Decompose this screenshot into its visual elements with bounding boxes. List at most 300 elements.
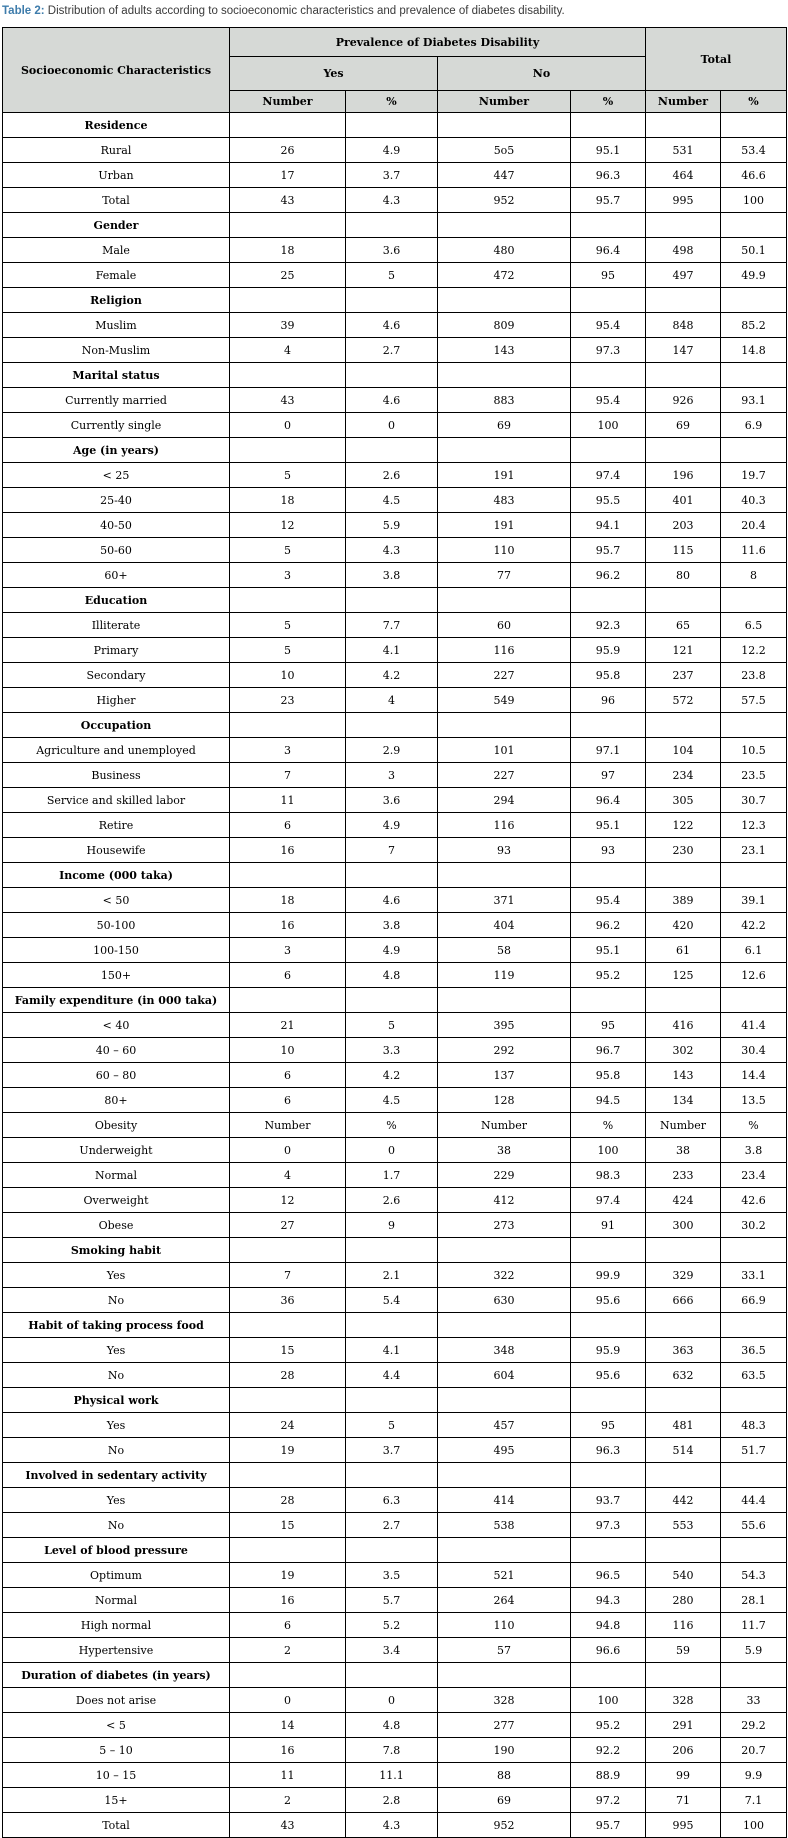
row-cell: 2: [230, 1638, 346, 1663]
row-cell: 19: [230, 1563, 346, 1588]
row-cell: 604: [438, 1363, 571, 1388]
row-cell: 97.4: [571, 463, 646, 488]
table-row: [3, 613, 787, 638]
row-cell: 23.5: [721, 763, 787, 788]
section-row: [3, 213, 787, 238]
row-cell: 4: [230, 1163, 346, 1188]
row-label: Secondary: [3, 663, 230, 688]
row-cell: 0: [230, 413, 346, 438]
row-cell: [646, 713, 721, 738]
section-row: [3, 1238, 787, 1263]
row-cell: 10: [230, 663, 346, 688]
row-cell: [438, 1313, 571, 1338]
row-label: 40-50: [3, 513, 230, 538]
row-cell: [721, 1463, 787, 1488]
row-cell: 12: [230, 1188, 346, 1213]
table-row: [3, 538, 787, 563]
row-cell: 43: [230, 1813, 346, 1838]
row-cell: 2.1: [346, 1263, 438, 1288]
row-cell: 4: [230, 338, 346, 363]
table-row: [3, 1488, 787, 1513]
row-cell: [230, 288, 346, 313]
row-cell: 147: [646, 338, 721, 363]
row-cell: 5: [230, 613, 346, 638]
row-cell: 16: [230, 1738, 346, 1763]
row-cell: 264: [438, 1588, 571, 1613]
row-cell: 191: [438, 513, 571, 538]
row-cell: [721, 438, 787, 463]
row-cell: 19.7: [721, 463, 787, 488]
table-row: [3, 1013, 787, 1038]
row-cell: 95: [571, 1013, 646, 1038]
row-label: Total: [3, 1813, 230, 1838]
row-cell: [646, 438, 721, 463]
header-yes-number: Number: [230, 91, 346, 113]
row-label: Education: [3, 588, 230, 613]
row-cell: 464: [646, 163, 721, 188]
row-cell: 59: [646, 1638, 721, 1663]
row-cell: 926: [646, 388, 721, 413]
row-label: 50-60: [3, 538, 230, 563]
row-cell: [346, 213, 438, 238]
row-label: High normal: [3, 1613, 230, 1638]
row-cell: 116: [438, 638, 571, 663]
row-cell: 42.6: [721, 1188, 787, 1213]
row-cell: 95.1: [571, 138, 646, 163]
row-cell: 20.4: [721, 513, 787, 538]
row-cell: 15: [230, 1338, 346, 1363]
row-cell: 420: [646, 913, 721, 938]
row-cell: Number: [646, 1113, 721, 1138]
row-cell: 495: [438, 1438, 571, 1463]
row-label: No: [3, 1438, 230, 1463]
row-label: Optimum: [3, 1563, 230, 1588]
row-cell: 4.6: [346, 888, 438, 913]
row-cell: 553: [646, 1513, 721, 1538]
row-label: Hypertensive: [3, 1638, 230, 1663]
row-cell: 416: [646, 1013, 721, 1038]
row-cell: [571, 288, 646, 313]
row-cell: [230, 713, 346, 738]
row-cell: 16: [230, 838, 346, 863]
row-cell: 95.4: [571, 388, 646, 413]
row-cell: 95.2: [571, 963, 646, 988]
row-cell: 630: [438, 1288, 571, 1313]
row-label: Level of blood pressure: [3, 1538, 230, 1563]
row-cell: 442: [646, 1488, 721, 1513]
table-row: [3, 263, 787, 288]
row-cell: 33: [721, 1688, 787, 1713]
row-cell: 96.3: [571, 163, 646, 188]
row-cell: 2.9: [346, 738, 438, 763]
row-cell: [438, 1238, 571, 1263]
row-cell: 122: [646, 813, 721, 838]
row-cell: 19: [230, 1438, 346, 1463]
table-row: [3, 1213, 787, 1238]
row-cell: [571, 588, 646, 613]
row-cell: 11.6: [721, 538, 787, 563]
table-row: [3, 1813, 787, 1838]
row-cell: 3: [346, 763, 438, 788]
row-cell: [571, 363, 646, 388]
row-cell: 125: [646, 963, 721, 988]
row-cell: [571, 1538, 646, 1563]
row-cell: [646, 213, 721, 238]
row-cell: 96.7: [571, 1038, 646, 1063]
row-cell: 60: [438, 613, 571, 638]
row-cell: 540: [646, 1563, 721, 1588]
row-cell: 96.3: [571, 1438, 646, 1463]
row-cell: 328: [646, 1688, 721, 1713]
header-no-percent: %: [571, 91, 646, 113]
table-row: [3, 813, 787, 838]
row-cell: 96: [571, 688, 646, 713]
row-cell: 44.4: [721, 1488, 787, 1513]
row-cell: 521: [438, 1563, 571, 1588]
row-label: Does not arise: [3, 1688, 230, 1713]
row-cell: 395: [438, 1013, 571, 1038]
row-cell: 93: [438, 838, 571, 863]
row-cell: 848: [646, 313, 721, 338]
row-cell: 13.5: [721, 1088, 787, 1113]
row-cell: [646, 588, 721, 613]
row-cell: 23.4: [721, 1163, 787, 1188]
table-row: [3, 1438, 787, 1463]
row-cell: 11: [230, 1763, 346, 1788]
row-cell: 3.6: [346, 238, 438, 263]
row-cell: 5.9: [721, 1638, 787, 1663]
row-cell: 53.4: [721, 138, 787, 163]
distribution-table: [2, 27, 787, 1838]
row-cell: 190: [438, 1738, 571, 1763]
row-cell: [438, 1388, 571, 1413]
row-cell: 95: [571, 1413, 646, 1438]
row-cell: 95.9: [571, 638, 646, 663]
table-row: [3, 638, 787, 663]
row-cell: 3.4: [346, 1638, 438, 1663]
row-cell: 46.6: [721, 163, 787, 188]
row-cell: 94.5: [571, 1088, 646, 1113]
row-cell: 14.8: [721, 338, 787, 363]
row-cell: 401: [646, 488, 721, 513]
row-cell: 26: [230, 138, 346, 163]
row-cell: 371: [438, 888, 571, 913]
section-row: [3, 438, 787, 463]
row-cell: 16: [230, 913, 346, 938]
row-cell: 96.4: [571, 238, 646, 263]
row-cell: 229: [438, 1163, 571, 1188]
row-cell: 88: [438, 1763, 571, 1788]
row-cell: 227: [438, 763, 571, 788]
row-cell: 94.3: [571, 1588, 646, 1613]
row-cell: 95.9: [571, 1338, 646, 1363]
section-row: [3, 1313, 787, 1338]
row-cell: [230, 1388, 346, 1413]
row-cell: [346, 1238, 438, 1263]
row-cell: [346, 363, 438, 388]
table-row: [3, 1638, 787, 1663]
row-cell: 12.6: [721, 963, 787, 988]
row-cell: 3.8: [346, 913, 438, 938]
row-cell: 23.1: [721, 838, 787, 863]
header-total-number: Number: [646, 91, 721, 113]
row-label: 5 – 10: [3, 1738, 230, 1763]
row-cell: 80: [646, 563, 721, 588]
header-yes-percent: %: [346, 91, 438, 113]
row-cell: [438, 1463, 571, 1488]
row-label: Religion: [3, 288, 230, 313]
row-cell: 29.2: [721, 1713, 787, 1738]
row-cell: 4.2: [346, 663, 438, 688]
row-cell: 27: [230, 1213, 346, 1238]
row-cell: 18: [230, 888, 346, 913]
row-cell: [346, 588, 438, 613]
section-row: [3, 113, 787, 138]
row-cell: 116: [438, 813, 571, 838]
table-row: [3, 1713, 787, 1738]
row-cell: [230, 213, 346, 238]
row-label: Underweight: [3, 1138, 230, 1163]
table-row: [3, 1038, 787, 1063]
row-cell: 38: [646, 1138, 721, 1163]
header-prevalence-group: Prevalence of Diabetes Disability: [230, 28, 646, 57]
section-row: [3, 288, 787, 313]
row-label: Muslim: [3, 313, 230, 338]
row-cell: 39: [230, 313, 346, 338]
row-cell: 4: [346, 688, 438, 713]
row-cell: [438, 588, 571, 613]
row-cell: [346, 288, 438, 313]
row-cell: [646, 1238, 721, 1263]
row-cell: 3: [230, 938, 346, 963]
row-cell: 3.5: [346, 1563, 438, 1588]
row-cell: 6.1: [721, 938, 787, 963]
row-cell: 572: [646, 688, 721, 713]
row-label: Overweight: [3, 1188, 230, 1213]
header-total-percent: %: [721, 91, 787, 113]
row-cell: 61: [646, 938, 721, 963]
row-cell: 952: [438, 1813, 571, 1838]
row-cell: 7.8: [346, 1738, 438, 1763]
row-cell: [346, 438, 438, 463]
row-cell: 4.9: [346, 938, 438, 963]
row-label: Male: [3, 238, 230, 263]
row-cell: 5: [230, 463, 346, 488]
section-row: [3, 863, 787, 888]
section-row: [3, 713, 787, 738]
row-cell: 6: [230, 963, 346, 988]
row-label: Primary: [3, 638, 230, 663]
table-row: [3, 1188, 787, 1213]
table-row: [3, 1338, 787, 1363]
row-cell: 12.3: [721, 813, 787, 838]
row-label: Involved in sedentary activity: [3, 1463, 230, 1488]
row-label: < 5: [3, 1713, 230, 1738]
row-cell: 28: [230, 1488, 346, 1513]
row-cell: [646, 1463, 721, 1488]
row-cell: 18: [230, 488, 346, 513]
row-cell: 234: [646, 763, 721, 788]
table-row: [3, 1563, 787, 1588]
row-cell: 412: [438, 1188, 571, 1213]
row-cell: 277: [438, 1713, 571, 1738]
row-label: Rural: [3, 138, 230, 163]
row-cell: [346, 1538, 438, 1563]
row-cell: 4.6: [346, 313, 438, 338]
table-row: [3, 1088, 787, 1113]
row-cell: 50.1: [721, 238, 787, 263]
row-cell: 514: [646, 1438, 721, 1463]
row-cell: 230: [646, 838, 721, 863]
row-cell: 96.4: [571, 788, 646, 813]
row-cell: 206: [646, 1738, 721, 1763]
row-cell: 95.4: [571, 888, 646, 913]
row-cell: 93.7: [571, 1488, 646, 1513]
row-cell: 20.7: [721, 1738, 787, 1763]
row-cell: 538: [438, 1513, 571, 1538]
row-cell: 3.6: [346, 788, 438, 813]
row-cell: 549: [438, 688, 571, 713]
row-label: Currently married: [3, 388, 230, 413]
row-cell: [230, 988, 346, 1013]
row-cell: [721, 288, 787, 313]
row-label: 25-40: [3, 488, 230, 513]
row-cell: [646, 113, 721, 138]
row-cell: [571, 438, 646, 463]
row-cell: 3.8: [721, 1138, 787, 1163]
row-cell: 7: [230, 1263, 346, 1288]
row-cell: [230, 438, 346, 463]
row-cell: [646, 1663, 721, 1688]
table-row: [3, 1163, 787, 1188]
row-cell: 6.3: [346, 1488, 438, 1513]
row-cell: 96.2: [571, 913, 646, 938]
row-cell: 77: [438, 563, 571, 588]
row-cell: [571, 1313, 646, 1338]
row-cell: 95.1: [571, 813, 646, 838]
row-label: Total: [3, 188, 230, 213]
row-cell: 95.6: [571, 1288, 646, 1313]
row-cell: [438, 1663, 571, 1688]
table-row: [3, 338, 787, 363]
table-row: [3, 738, 787, 763]
row-cell: 3.7: [346, 163, 438, 188]
table-row: [3, 188, 787, 213]
table-row: [3, 513, 787, 538]
row-label: Residence: [3, 113, 230, 138]
row-cell: 65: [646, 613, 721, 638]
row-cell: [230, 1538, 346, 1563]
row-cell: 3.3: [346, 1038, 438, 1063]
row-cell: 6.9: [721, 413, 787, 438]
row-cell: 4.6: [346, 388, 438, 413]
row-label: Non-Muslim: [3, 338, 230, 363]
row-label: Occupation: [3, 713, 230, 738]
row-cell: 38: [438, 1138, 571, 1163]
row-cell: 33.1: [721, 1263, 787, 1288]
row-cell: 329: [646, 1263, 721, 1288]
row-label: < 40: [3, 1013, 230, 1038]
row-cell: [230, 363, 346, 388]
row-cell: 92.2: [571, 1738, 646, 1763]
row-cell: 21: [230, 1013, 346, 1038]
table-row: [3, 763, 787, 788]
page: [0, 4, 788, 1838]
row-cell: 23: [230, 688, 346, 713]
table-row: [3, 488, 787, 513]
row-cell: 233: [646, 1163, 721, 1188]
row-cell: 100: [571, 413, 646, 438]
row-cell: 1.7: [346, 1163, 438, 1188]
table-row: [3, 1788, 787, 1813]
row-label: Housewife: [3, 838, 230, 863]
row-cell: 85.2: [721, 313, 787, 338]
row-cell: 12: [230, 513, 346, 538]
row-label: Yes: [3, 1413, 230, 1438]
row-cell: 5o5: [438, 138, 571, 163]
row-label: Normal: [3, 1163, 230, 1188]
row-cell: [230, 1313, 346, 1338]
row-cell: 4.4: [346, 1363, 438, 1388]
row-cell: 95.7: [571, 1813, 646, 1838]
header-no-number: Number: [438, 91, 571, 113]
row-cell: [346, 863, 438, 888]
row-cell: 883: [438, 388, 571, 413]
table-row: [3, 838, 787, 863]
row-cell: 95.8: [571, 663, 646, 688]
row-cell: 4.8: [346, 1713, 438, 1738]
row-cell: 4.5: [346, 488, 438, 513]
row-cell: 116: [646, 1613, 721, 1638]
row-cell: 137: [438, 1063, 571, 1088]
row-cell: [230, 1663, 346, 1688]
table-row: [3, 788, 787, 813]
row-cell: 49.9: [721, 263, 787, 288]
row-cell: 7: [230, 763, 346, 788]
table-row: [3, 663, 787, 688]
row-cell: 305: [646, 788, 721, 813]
row-cell: 57: [438, 1638, 571, 1663]
table-row: [3, 313, 787, 338]
row-cell: 91: [571, 1213, 646, 1238]
row-cell: 11.7: [721, 1613, 787, 1638]
table-row: [3, 1513, 787, 1538]
row-cell: 95.7: [571, 538, 646, 563]
row-cell: 95.1: [571, 938, 646, 963]
row-cell: [721, 863, 787, 888]
row-cell: 6: [230, 813, 346, 838]
row-cell: [438, 363, 571, 388]
row-cell: 110: [438, 1613, 571, 1638]
row-cell: 227: [438, 663, 571, 688]
row-cell: [438, 438, 571, 463]
row-cell: 101: [438, 738, 571, 763]
row-cell: [571, 713, 646, 738]
row-cell: [230, 1238, 346, 1263]
table-row: [3, 1413, 787, 1438]
row-cell: 5: [346, 1013, 438, 1038]
table-body: [3, 113, 787, 1838]
row-cell: 143: [438, 338, 571, 363]
row-cell: 5.9: [346, 513, 438, 538]
row-cell: [438, 213, 571, 238]
row-cell: 96.5: [571, 1563, 646, 1588]
row-cell: 10: [230, 1038, 346, 1063]
row-cell: [346, 1463, 438, 1488]
row-cell: Number: [230, 1113, 346, 1138]
row-label: No: [3, 1363, 230, 1388]
row-cell: 4.5: [346, 1088, 438, 1113]
